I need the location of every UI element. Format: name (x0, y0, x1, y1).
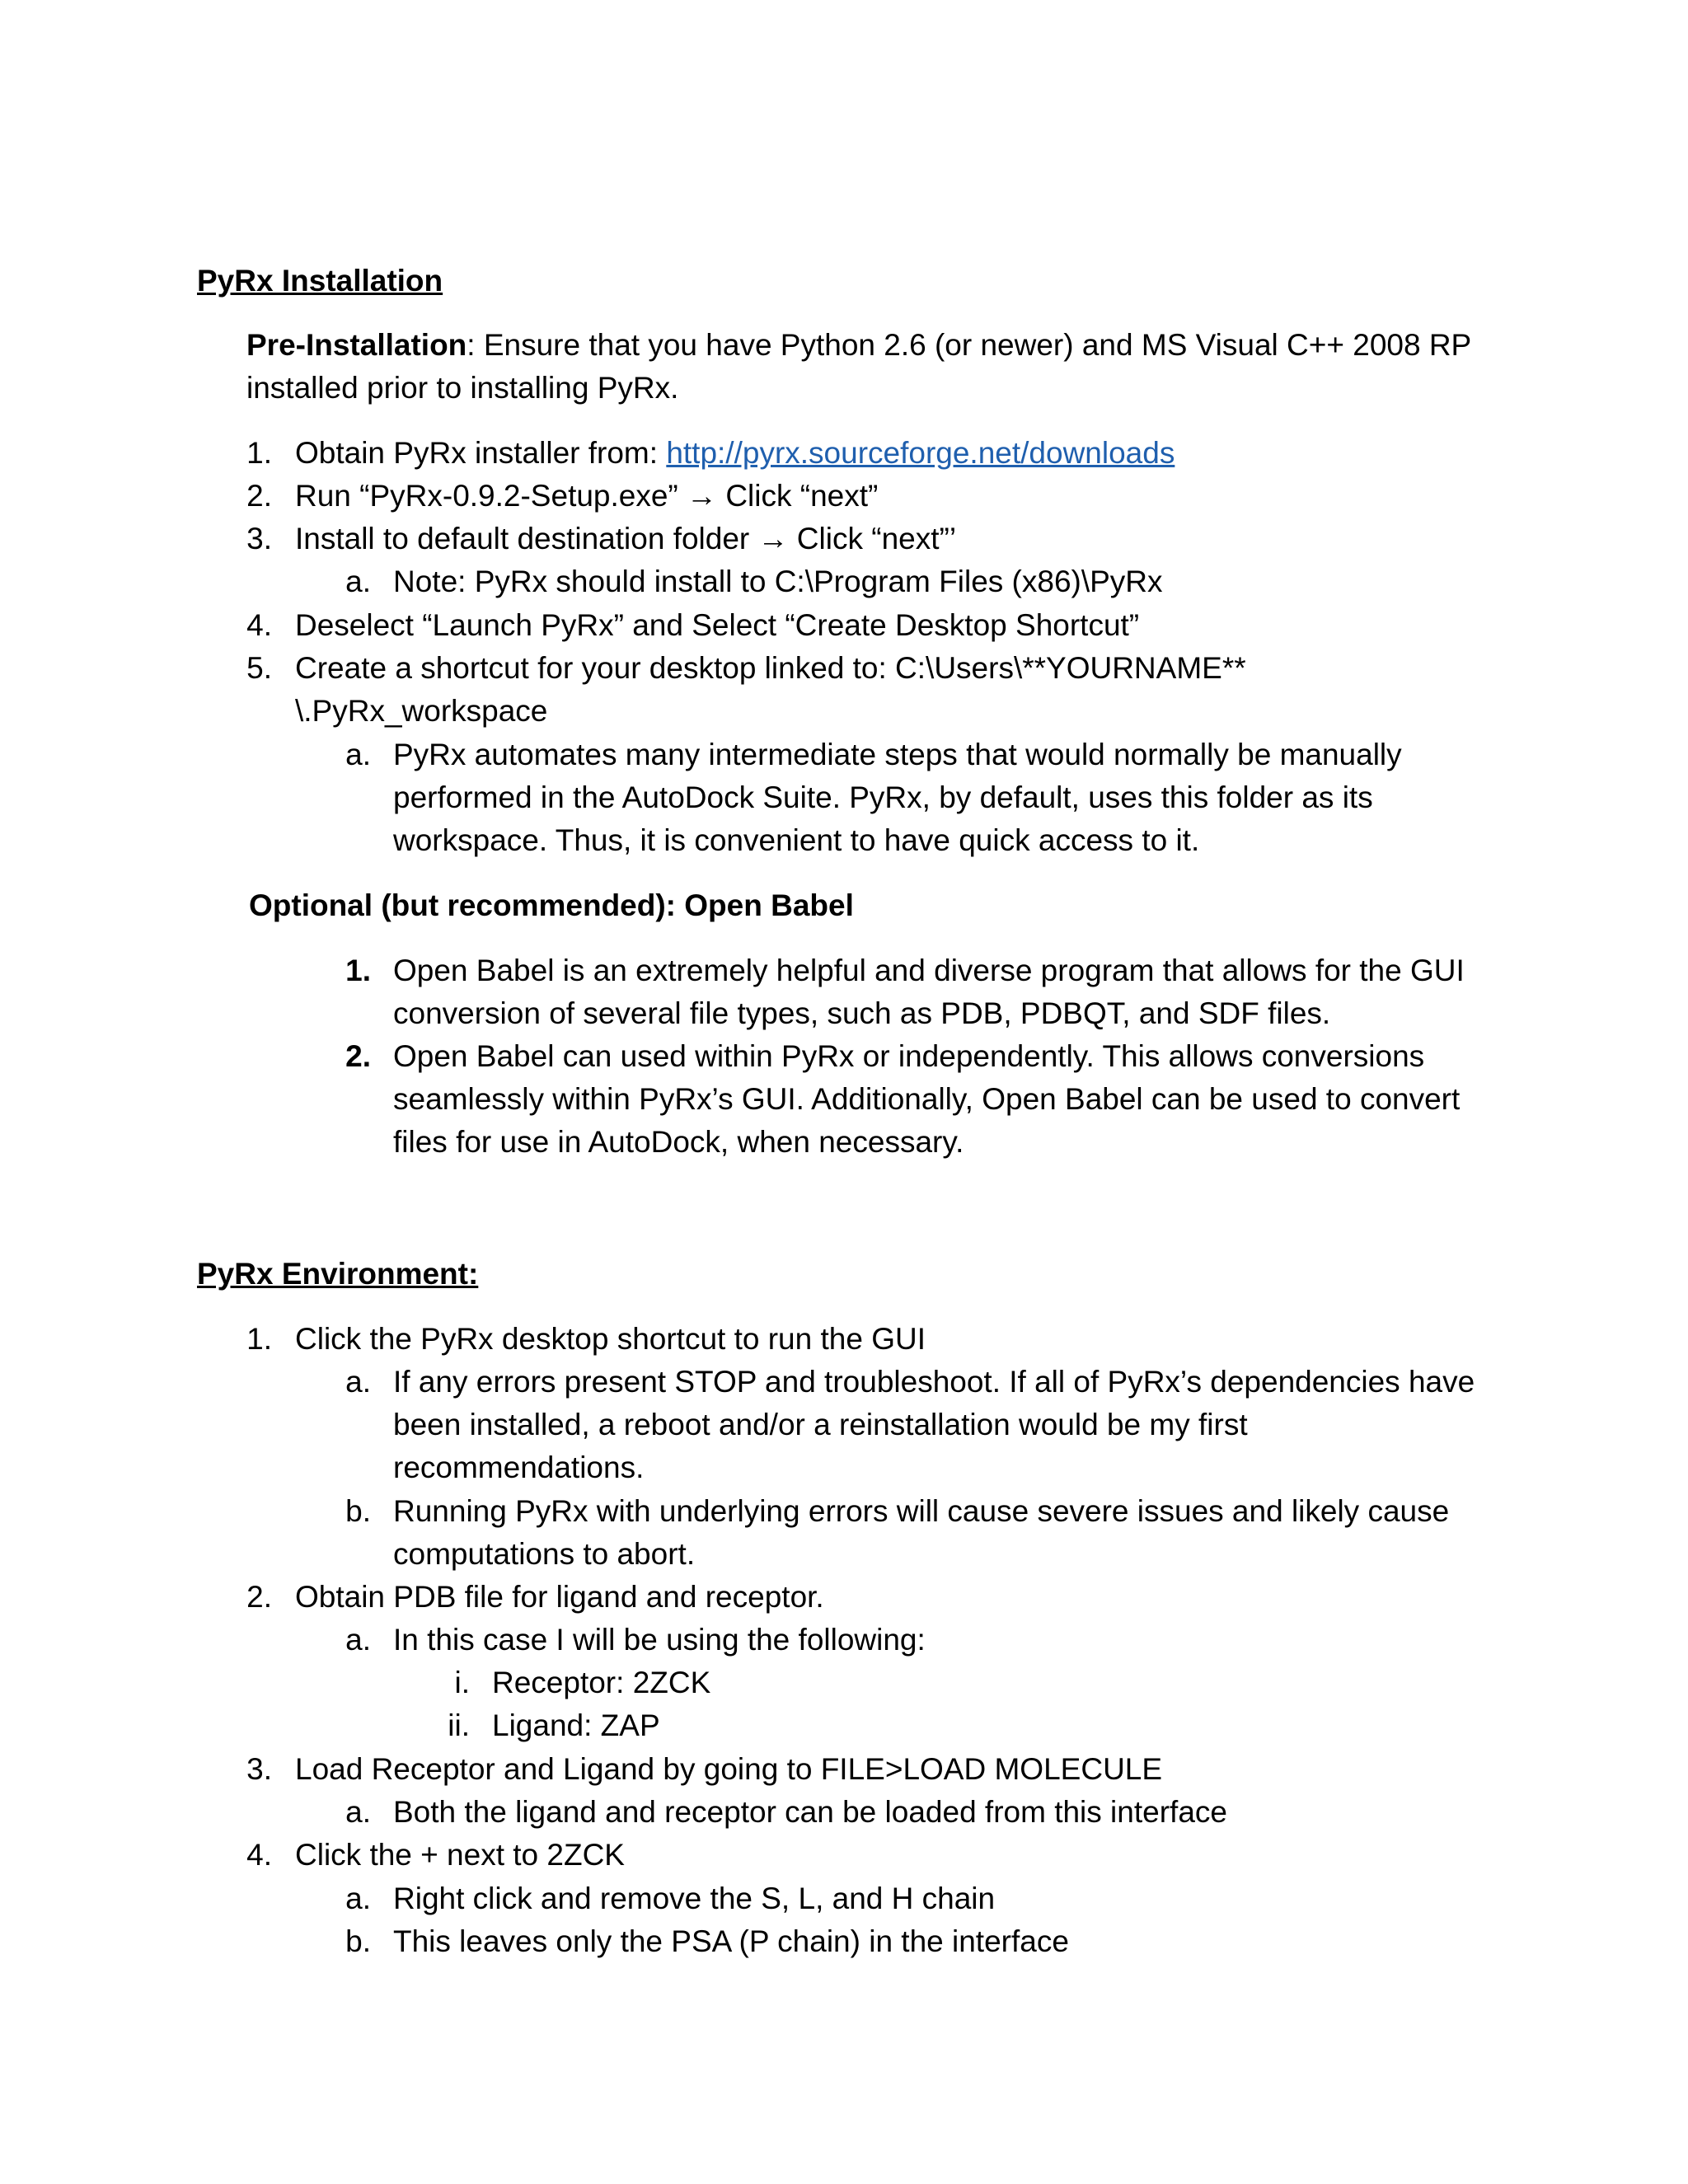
list-number: 1. (246, 436, 272, 470)
section-title-environment: PyRx Environment: (197, 1257, 479, 1291)
list-letter: a. (345, 1365, 371, 1399)
list-item: Click the PyRx desktop shortcut to run the GUI (295, 1322, 926, 1356)
preinstall-text: : Ensure that you have Python 2.6 (or newer) and MS Visual C++ 2008 RP (467, 328, 1472, 362)
section-title-installation: PyRx Installation (197, 264, 443, 298)
list-number: 1. (246, 1322, 272, 1356)
list-item-text: Obtain PyRx installer from: (295, 436, 667, 470)
list-letter: a. (345, 738, 371, 771)
list-subitem-cont: performed in the AutoDock Suite. PyRx, by default, uses this folder as its (393, 780, 1373, 814)
list-letter: a. (345, 1795, 371, 1829)
list-number: 2. (246, 1580, 272, 1614)
preinstall-paragraph (246, 324, 1471, 367)
list-subitem-cont: computations to abort. (393, 1537, 696, 1571)
list-letter: a. (345, 1882, 371, 1915)
list-subitem: PyRx automates many intermediate steps that would normally be manually (393, 738, 1402, 771)
list-subitem: In this case I will be using the following: (393, 1623, 926, 1657)
list-roman: i. (454, 1666, 470, 1699)
list-item: Open Babel is an extremely helpful and diverse program that allows for the GUI (393, 954, 1465, 987)
list-item: Install to default destination folder → Click “next”’ (295, 522, 957, 555)
list-item: Run “PyRx-0.9.2-Setup.exe” → Click “next” (295, 479, 879, 513)
list-number: 3. (246, 1752, 272, 1786)
list-number: 5. (246, 651, 272, 685)
list-subitem: Right click and remove the S, L, and H chain (393, 1882, 996, 1915)
list-letter: b. (345, 1494, 371, 1528)
list-subitem: Both the ligand and receptor can be loaded from this interface (393, 1795, 1227, 1829)
list-item (295, 432, 1175, 475)
list-subitem: Note: PyRx should install to C:\Program Files (x86)\PyRx (393, 565, 1163, 598)
list-item: Create a shortcut for your desktop linked to: C:\Users\**YOURNAME** (295, 651, 1246, 685)
list-number: 2. (345, 1039, 371, 1073)
list-number: 2. (246, 479, 272, 513)
list-item-cont: files for use in AutoDock, when necessary. (393, 1125, 964, 1159)
list-subitem: Running PyRx with underlying errors will cause severe issues and likely cause (393, 1494, 1450, 1528)
list-letter: b. (345, 1924, 371, 1958)
list-item: Load Receptor and Ligand by going to FILE>LOAD MOLECULE (295, 1752, 1163, 1786)
list-subitem: This leaves only the PSA (P chain) in the interface (393, 1924, 1069, 1958)
list-item-cont: seamlessly within PyRx’s GUI. Additionally, Open Babel can be used to convert (393, 1082, 1461, 1116)
list-number: 3. (246, 522, 272, 555)
list-letter: a. (345, 565, 371, 598)
list-subsubitem: Receptor: 2ZCK (492, 1666, 711, 1699)
list-subsubitem: Ligand: ZAP (492, 1708, 660, 1742)
list-roman: ii. (448, 1708, 470, 1742)
preinstall-label: Pre-Installation (246, 328, 467, 362)
list-number: 4. (246, 1838, 272, 1872)
list-item: Click the + next to 2ZCK (295, 1838, 625, 1872)
list-subitem-cont: workspace. Thus, it is convenient to have quick access to it. (393, 823, 1200, 857)
list-item: Deselect “Launch PyRx” and Select “Create Desktop Shortcut” (295, 608, 1140, 642)
list-item: Obtain PDB file for ligand and receptor. (295, 1580, 824, 1614)
list-number: 4. (246, 608, 272, 642)
list-subitem-cont: been installed, a reboot and/or a reinstallation would be my first (393, 1408, 1248, 1441)
list-item-cont: \.PyRx_workspace (295, 694, 548, 728)
optional-heading: Optional (but recommended): Open Babel (249, 888, 854, 922)
list-letter: a. (345, 1623, 371, 1657)
list-item: Open Babel can used within PyRx or independently. This allows conversions (393, 1039, 1425, 1073)
download-link[interactable]: http://pyrx.sourceforge.net/downloads (666, 436, 1175, 470)
list-item-cont: conversion of several file types, such as PDB, PDBQT, and SDF files. (393, 996, 1331, 1030)
list-number: 1. (345, 954, 371, 987)
preinstall-text-cont: installed prior to installing PyRx. (246, 371, 679, 405)
list-subitem-cont: recommendations. (393, 1451, 645, 1484)
list-subitem: If any errors present STOP and troubleshoot. If all of PyRx’s dependencies have (393, 1365, 1475, 1399)
